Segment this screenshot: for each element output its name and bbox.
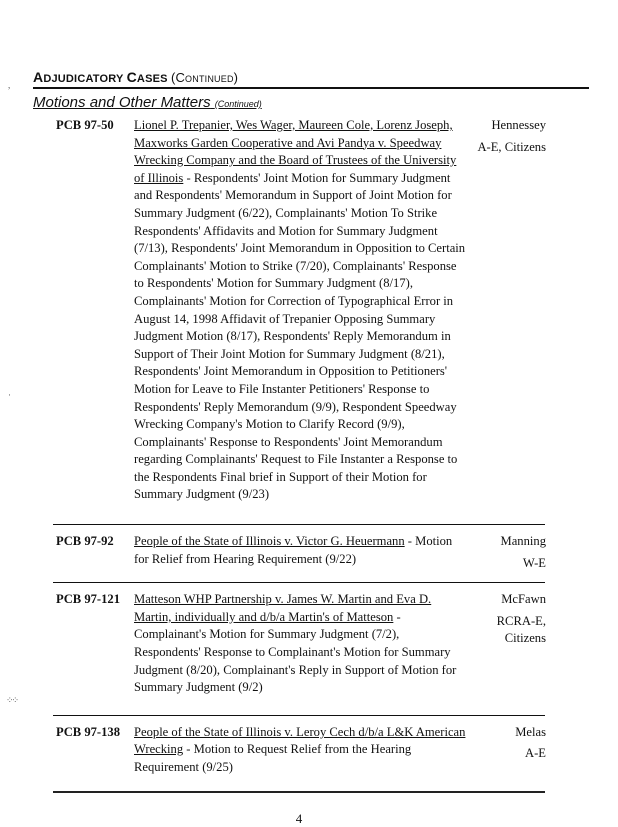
case-judge-block: [468, 591, 548, 697]
divider: [53, 715, 545, 716]
divider: [53, 582, 545, 583]
bottom-rule: [53, 791, 545, 793]
case-judge-block: [468, 724, 548, 777]
case-body: - Complainant's Motion for Summary Judgment (7/2), Respondents' Response to Complainant's Motion for Summary Judgment (8/20), Complainant's Reply in Support of Motion for Summary Judgment (9/2): [134, 609, 457, 695]
header-initial: C: [126, 69, 137, 85]
case-judge: Melas: [515, 724, 546, 739]
case-type: A-E: [525, 746, 546, 761]
scan-speck: ,: [8, 80, 11, 90]
header-continued: (Continued): [170, 70, 239, 85]
case-judge: McFawn: [501, 592, 546, 607]
case-type: W-E: [522, 555, 546, 570]
case-description: [134, 533, 468, 572]
case-entry: [53, 724, 545, 777]
case-type: A-E, Citizens: [477, 139, 546, 154]
case-list: [53, 117, 545, 827]
case-number: PCB 97-92: [56, 534, 114, 549]
scan-speck: ⁘⁘: [6, 695, 18, 705]
subheading: [33, 94, 262, 111]
case-entry: [53, 533, 545, 572]
case-judge: Hennessey: [491, 118, 546, 132]
case-description: [134, 724, 468, 777]
header-rule: [33, 87, 589, 89]
case-judge-block: [468, 533, 548, 572]
case-number: PCB 97-138: [56, 724, 121, 739]
subheading-title: Motions and Other Matters: [33, 94, 211, 111]
case-title: People of the State of Illinois v. Leroy Cech d/b/a L&K American Wrecking: [134, 724, 466, 757]
case-number: PCB 97-121: [56, 592, 121, 607]
header-text: ASES: [136, 73, 171, 85]
case-judge-block: [468, 117, 548, 504]
case-body: - Motion for Relief from Hearing Requirement (9/22): [134, 534, 453, 566]
case-entry: [53, 117, 545, 504]
page-number: 4: [295, 810, 303, 826]
subheading-continued: (Continued): [214, 99, 262, 109]
case-body: - Motion to Request Relief from the Hearing Requirement (9/25): [134, 742, 412, 774]
case-type: RCRA-E, Citizens: [496, 613, 546, 646]
case-title: Lionel P. Trepanier, Wes Wager, Maureen Cole, Lorenz Joseph, Maxworks Garden Cooperative and Avi Pandya v. Speedway Wrecking Company and the Board of Trustees of the University of Illinois: [134, 118, 457, 185]
case-number: PCB 97-50: [56, 118, 114, 132]
case-description: [134, 117, 468, 504]
case-title: People of the State of Illinois v. Victor G. Heuermann: [134, 534, 405, 549]
divider: [53, 524, 545, 525]
section-header: [33, 69, 238, 85]
case-title: Matteson WHP Partnership v. James W. Martin and Eva D. Martin, individually and d/b/a Martin's of Matteson: [134, 592, 432, 624]
case-body: - Respondents' Joint Motion for Summary Judgment and Respondents' Memorandum in Support of Joint Motion for Summary Judgment (6/22), Complainants' Motion To Strike Respondents' Affidavits and Motion for Summary Judgment (7/13), Respondents' Joint Memorandum in Opposition to Certain Complainants' Motion to Strike (7/20), Complainants' Response to Respondents' Motion for Summary Judgment (8/17), Complainants' Motion for Correction of Typographical Error in August 14, 1998 Affidavit of Trepanier Opposing Summary Judgment Motion (8/17), Respondents' Reply Memorandum in Support of Their Joint Motion for Summary Judgment (8/21), Respondents' Joint Memorandum in Opposition to Petitioners' Motion for Leave to File Instanter Petitioners' Response to Respondents' Reply Memorandum (9/9), Respondent Speedway Wrecking Company's Motion to Clarify Record (9/9), Complainants' Response to Respondents' Joint Memorandum regarding Complainants' Request to File Instanter a Response to the Respondents Final brief in Support of their Motion for Summary Judgment (9/23): [134, 170, 466, 502]
header-initial: A: [33, 69, 44, 85]
case-entry: [53, 591, 545, 697]
case-description: [134, 591, 468, 697]
case-judge: Manning: [500, 534, 546, 549]
scan-speck: ·: [8, 390, 11, 400]
header-text: DJUDICATORY: [43, 73, 127, 85]
